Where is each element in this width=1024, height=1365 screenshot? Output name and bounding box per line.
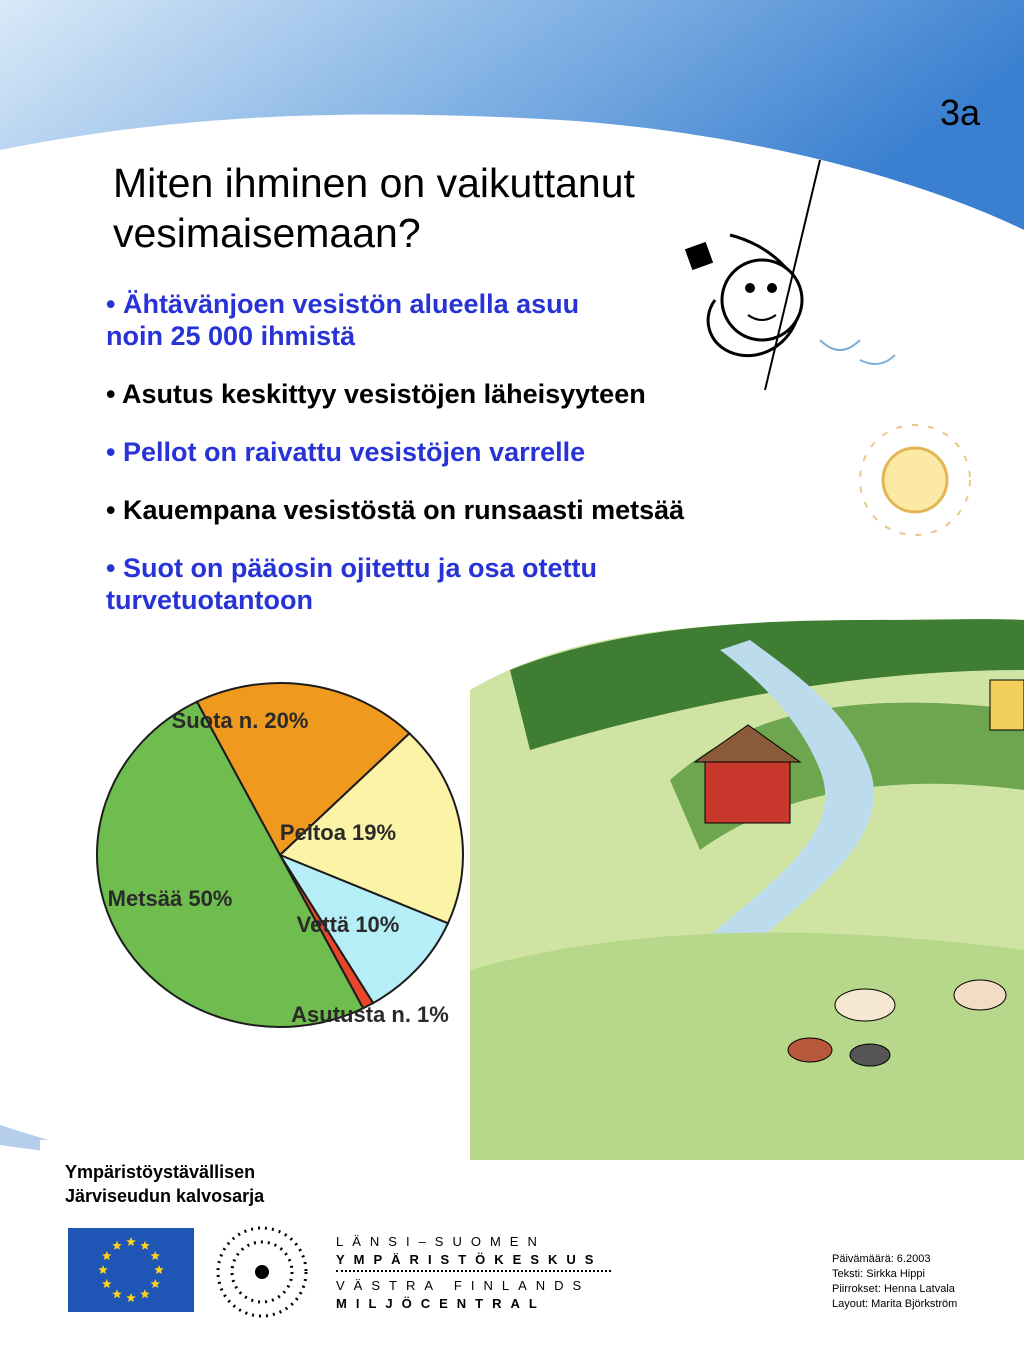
series-line-1: Ympäristöystävällisen <box>65 1162 256 1182</box>
credit-line: Teksti: Sirkka Hippi <box>832 1268 925 1280</box>
org-line-3: VÄSTRA FINLANDS <box>336 1278 591 1293</box>
org-divider <box>336 1270 611 1272</box>
bullet-item: • Kauempana vesistöstä on runsaasti metsää <box>106 495 685 525</box>
credit-line: Layout: Marita Björkström <box>832 1298 958 1310</box>
bullet-item: • Asutus keskittyy vesistöjen läheisyyteen <box>106 379 646 409</box>
organization-name <box>336 1234 626 1314</box>
pie-slice-label: Suota n. 20% <box>171 708 309 733</box>
credits <box>832 1252 957 1312</box>
org-line-4: MILJÖCENTRAL <box>336 1296 546 1311</box>
sun-icon <box>860 425 970 535</box>
title-line-1: Miten ihminen on vaikuttanut <box>113 160 635 206</box>
pie-slice-label: Peltoa 19% <box>279 820 397 845</box>
pie-chart <box>90 670 510 1050</box>
pie-slice-label: Metsää 50% <box>107 886 233 911</box>
credit-line: Piirrokset: Henna Latvala <box>832 1283 955 1295</box>
page-title <box>113 158 753 258</box>
org-emblem-icon <box>212 1222 312 1322</box>
series-line-2: Järviseudun kalvosarja <box>65 1186 265 1206</box>
series-title <box>65 1160 264 1208</box>
org-line-2: YMPÄRISTÖKESKUS <box>336 1252 603 1267</box>
eu-flag-icon <box>68 1228 194 1312</box>
pie-slice-label: Vettä 10% <box>296 912 400 937</box>
bullet-list <box>106 288 806 642</box>
slide-number: 3a <box>940 92 981 133</box>
credit-line: Päivämäärä: 6.2003 <box>832 1253 931 1265</box>
pie-slice-label: Asutusta n. 1% <box>291 1002 449 1027</box>
bullet-item: • Pellot on raivattu vesistöjen varrelle <box>106 437 586 467</box>
bullet-item: • Ähtävänjoen vesistön alueella asuu noin 25 000 ihmistä <box>106 289 580 351</box>
org-line-1: LÄNSI–SUOMEN <box>336 1234 546 1249</box>
title-line-2: vesimaisemaan? <box>113 210 421 256</box>
bullet-item: • Suot on pääosin ojitettu ja osa otettu turvetuotantoon <box>106 553 597 615</box>
